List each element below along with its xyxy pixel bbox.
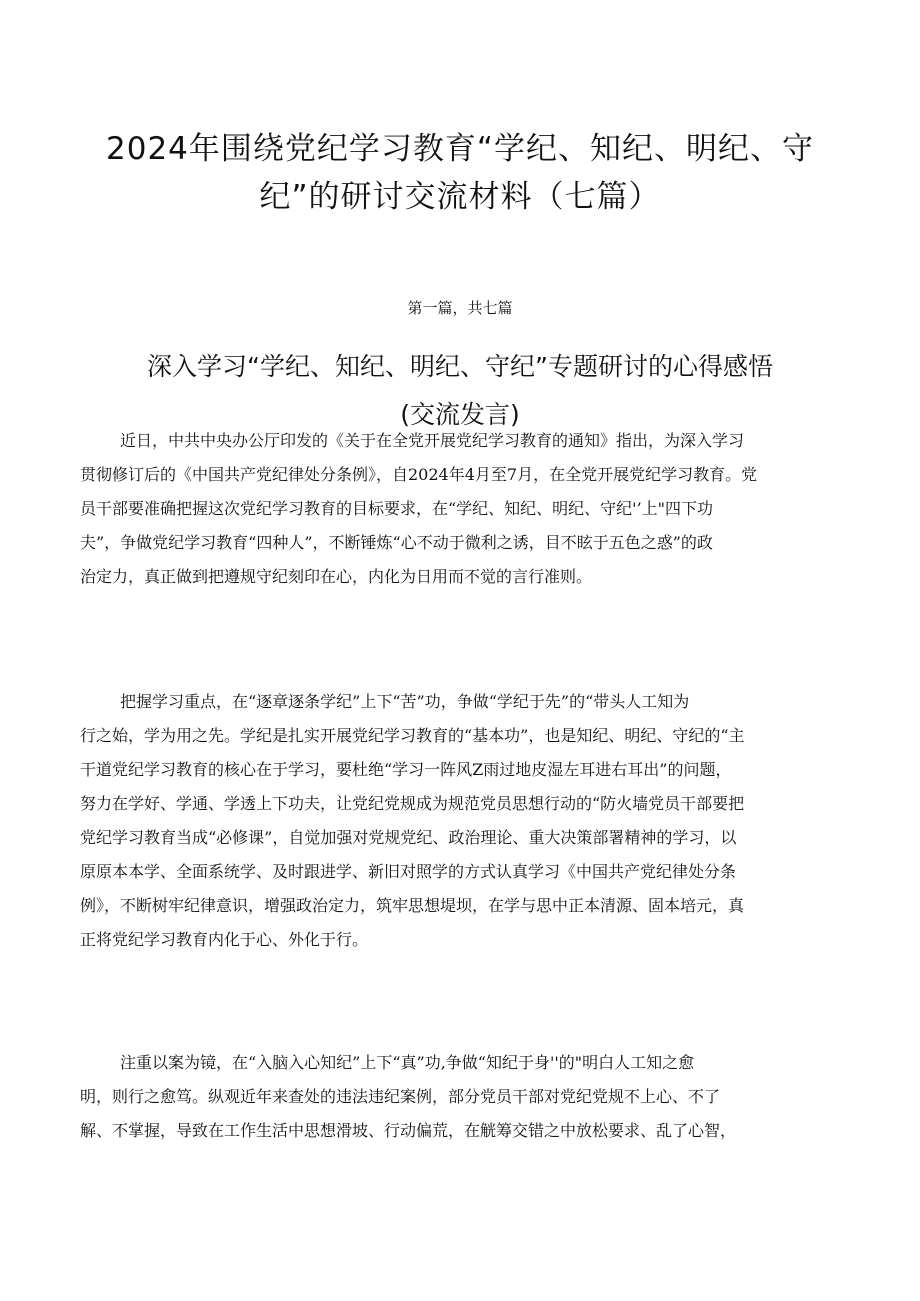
paragraph-line: 明，则行之愈笃。纵观近年来查处的违法违纪案例，部分党员干部对党纪党规不上心、不了	[80, 1087, 721, 1106]
document-title-line-1: 2024年围绕党纪学习教育“学纪、知纪、明纪、守	[106, 131, 814, 167]
paragraph-line: 干道党纪学习教育的核心在于学习，要杜绝“学习一阵风Z雨过地皮湿左耳进右耳出”的问题，	[80, 760, 732, 779]
paragraph-line: 治定力，真正做到把遵规守纪刻印在心，内化为日用而不觉的言行准则。	[80, 567, 593, 586]
paragraph-line: 党纪学习教育当成“必修课”，自觉加强对党规党纪、政治理论、重大决策部署精神的学习，以	[80, 828, 737, 847]
paragraph-line: 行之始，学为用之先。学纪是扎实开展党纪学习教育的“基本功”，也是知纪、明纪、守纪的“主	[80, 726, 745, 745]
document-title-line-2: 纪”的研讨交流材料（七篇）	[259, 179, 661, 215]
paragraph-line: 注重以案为镜，在“入脑入心知纪”上下“真”功,争做“知纪于身''的"明白人工知之愈	[120, 1053, 695, 1072]
paragraph-line: 夫”，争做党纪学习教育“四种人”，不断锤炼“心不动于微利之诱，目不眩于五色之惑”的政	[80, 533, 713, 552]
paragraph-line: 近日，中共中央办公厅印发的《关于在全党开展党纪学习教育的通知》指出，为深入学习	[120, 431, 745, 450]
section-title-line-2: (交流发言)	[400, 400, 520, 429]
paragraph-line: 原原本本学、全面系统学、及时跟进学、新旧对照学的方式认真学习《中国共产党纪律处分条	[80, 862, 737, 881]
paragraph-line: 例》，不断树牢纪律意识，增强政治定力，筑牢思想堤坝，在学与思中正本清源、固本培元，真	[80, 896, 745, 915]
paragraph-line: 正将党纪学习教育内化于心、外化于行。	[80, 930, 369, 949]
paragraph-line: 贯彻修订后的《中国共产党纪律处分条例》，自2024年4月至7月，在全党开展党纪学习教育。党	[80, 465, 758, 484]
paragraph-line: 员干部要准确把握这次党纪学习教育的目标要求，在“学纪、知纪、明纪、守纪'’上"四下功	[80, 499, 714, 518]
part-label: 第一篇，共七篇	[407, 299, 513, 317]
paragraph-line: 努力在学好、学通、学透上下功夫，让党纪党规成为规范党员思想行动的“防火墙党员干部要把	[80, 794, 745, 813]
paragraph-line: 解、不掌握，导致在工作生活中思想滑坡、行动偏荒，在觥筹交错之中放松要求、乱了心智，	[80, 1121, 737, 1140]
section-title-line-1: 深入学习“学纪、知纪、明纪、守纪”专题研讨的心得感悟	[147, 352, 773, 381]
paragraph-line: 把握学习重点，在“逐章逐条学纪”上下“苦”功，争做“学纪于先”的“带头人工知为	[120, 692, 690, 711]
